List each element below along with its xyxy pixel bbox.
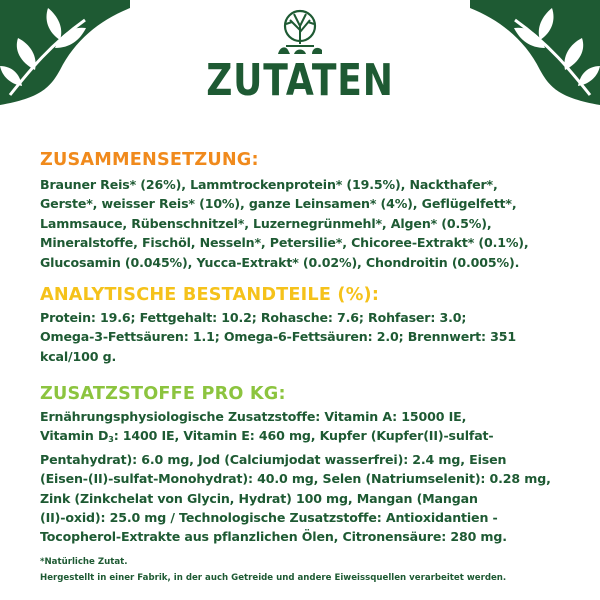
footnote-factory: Hergestellt in einer Fabrik, in der auch Getreide und andere Eiweissquellen verarbeitet werden. (40, 573, 507, 583)
additives-line (40, 426, 570, 449)
composition-line: Lammsauce, Rübenschnitzel*, Luzernegrünmehl*, Algen* (0.5%), (40, 215, 492, 231)
composition-heading: ZUSAMMENSETZUNG: (40, 149, 259, 170)
additives-line-rest: : 1400 IE, Vitamin E: 460 mg, Kupfer (Kupfer(II)-sulfat- (113, 428, 494, 444)
additives-line: Zink (Zinkchelat von Glycin, Hydrat) 100 mg, Mangan (Mangan (40, 490, 478, 506)
analytical-line: Protein: 19.6; Fettgehalt: 10.2; Rohasche: 7.6; Rohfaser: 3.0; (40, 310, 467, 325)
page-title: ZUTATEN (206, 55, 394, 106)
additives-section (40, 383, 570, 547)
additives-line: Ernährungsphysiologische Zusatzstoffe: Vitamin A: 15000 IE, (40, 409, 467, 424)
additives-line: (II)-oxid): 25.0 mg / Technologische Zusatzstoffe: Antioxidantien - (40, 510, 498, 526)
composition-line: Mineralstoffe, Fischöl, Nesseln*, Petersilie*, Chicoree-Extrakt* (0.1%), (40, 235, 529, 251)
analytical-section (40, 284, 570, 366)
analytical-heading: ANALYTISCHE BESTANDTEILE (%): (40, 284, 380, 305)
additives-heading: ZUSATZSTOFFE PRO KG: (40, 383, 286, 404)
composition-section (40, 149, 570, 272)
additives-line: Pentahydrat): 6.0 mg, Jod (Calciumjodat wasserfrei): 2.4 mg, Eisen (40, 451, 507, 467)
analytical-line: Omega-3-Fettsäuren: 1.1; Omega-6-Fettsäuren: 2.0; Brennwert: 351 (40, 329, 517, 345)
vitamin-d-label: Vitamin D (40, 428, 109, 444)
tree-with-animals-icon (272, 8, 328, 58)
analytical-text (40, 308, 570, 366)
analytical-line: kcal/100 g. (40, 348, 117, 364)
composition-text (40, 175, 570, 272)
additives-line: Tocopherol-Extrakte aus pflanzlichen Ölen, Citronensäure: 280 mg. (40, 529, 507, 545)
composition-line: Brauner Reis* (26%), Lammtrockenprotein* (19.5%), Nackthafer*, (40, 177, 498, 192)
composition-line: Glucosamin (0.045%), Yucca-Extrakt* (0.02%), Chondroitin (0.005%). (40, 254, 520, 270)
vitamin-d-subscript: 3 (108, 435, 114, 445)
footnote-natural: *Natürliche Zutat. (40, 557, 128, 567)
additives-line: (Eisen-(II)-sulfat-Monohydrat): 40.0 mg, Selen (Natriumselenit): 0.28 mg, (40, 471, 551, 487)
additives-text (40, 407, 570, 547)
composition-line: Gerste*, weisser Reis* (10%), ganze Leinsamen* (4%), Geflügelfett*, (40, 196, 517, 212)
